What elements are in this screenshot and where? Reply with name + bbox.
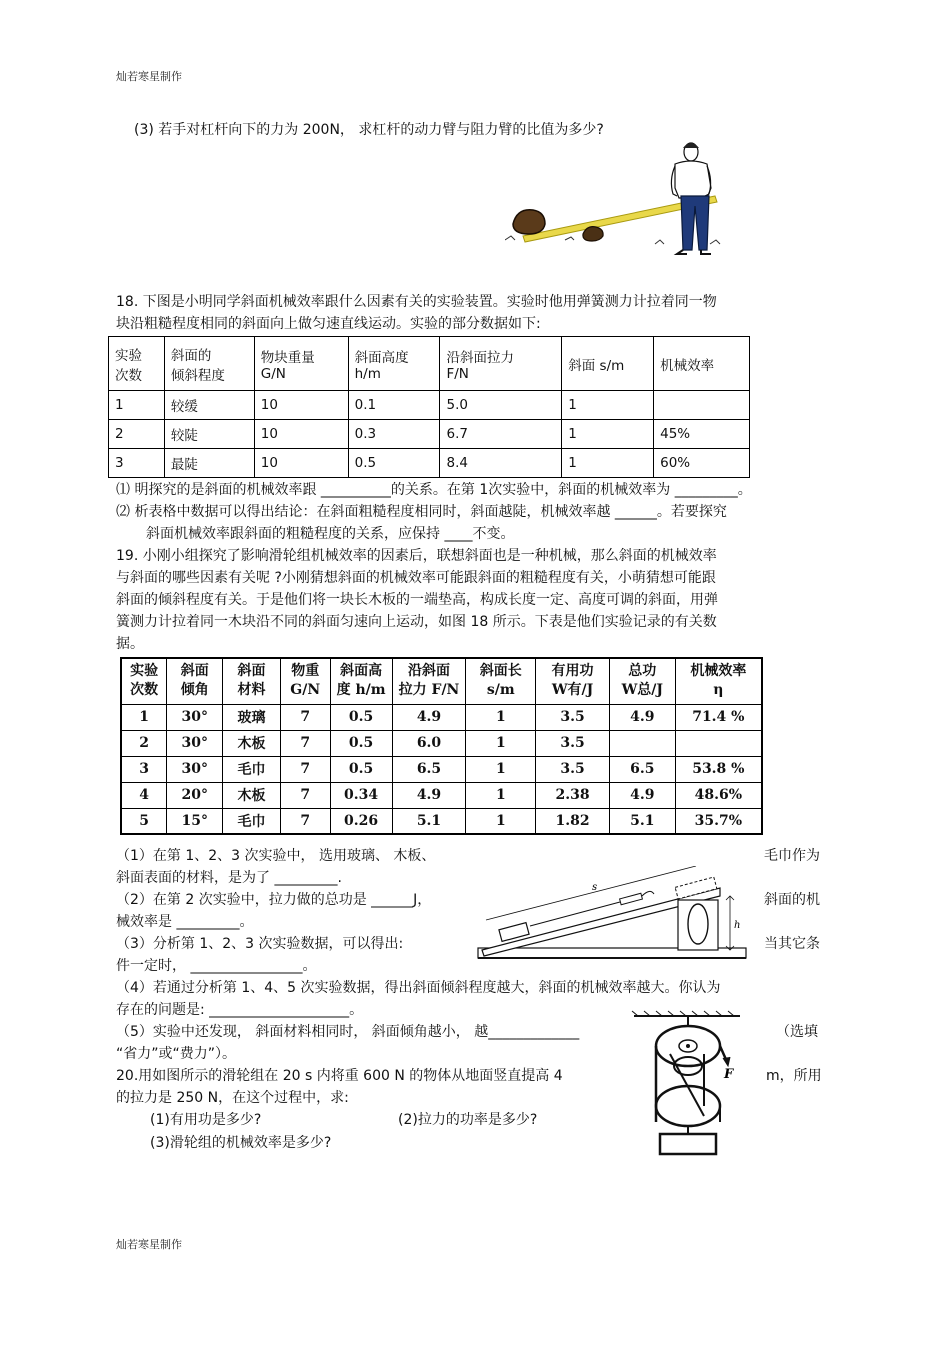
q19-line5: 据。: [116, 636, 144, 652]
lever-man-figure: [505, 140, 730, 260]
q19-line4: 簧测力计拉着同一木块沿不同的斜面匀速向上运动，如图 18 所示。下表是他们实验记录的有关数: [116, 614, 717, 630]
q19-s5a: （5）实验中还发现， 斜面材料相同时， 斜面倾角越小， 越_____________: [116, 1024, 580, 1040]
q20-line1a: 20.用如图所示的滑轮组在 20 s 内将重 600 N 的物体从地面竖直提高 4: [116, 1068, 563, 1084]
man-figure: [671, 143, 711, 254]
header-cell: 物块重量 G/N: [254, 337, 348, 391]
table-cell: 30°: [167, 704, 223, 730]
q19-s2a: （2）在第 2 次实验中，拉力做的总功是 ______J，: [116, 892, 432, 908]
table-cell: 1: [121, 704, 167, 730]
table-cell: 10: [254, 391, 348, 420]
page-footer: 灿若寒星制作: [116, 1238, 182, 1251]
table-cell: 5.0: [440, 391, 562, 420]
table-cell: 0.26: [330, 808, 392, 834]
table-cell: 2.38: [536, 782, 610, 808]
table-row: [121, 704, 762, 730]
table-row: [121, 782, 762, 808]
header-cell: 斜面高 度 h/m: [330, 658, 392, 704]
q20-p3: (3)滑轮组的机械效率是多少?: [150, 1135, 332, 1151]
table-cell: 10: [254, 449, 348, 478]
table-cell: 15°: [167, 808, 223, 834]
q18-line2: 块沿粗糙程度相同的斜面向上做匀速直线运动。实验的部分数据如下:: [116, 316, 541, 332]
label-s: s: [592, 882, 598, 893]
q18-table: [108, 336, 750, 478]
table-cell: 0.5: [348, 449, 440, 478]
q19-s1b: 毛巾作为: [764, 848, 820, 864]
table-cell: 6.7: [440, 420, 562, 449]
table-cell: 0.5: [330, 756, 392, 782]
q18-sub2b: 斜面机械效率跟斜面的粗糙程度的关系，应保持 ____不变。: [146, 526, 515, 542]
header-cell: 斜面 s/m: [562, 337, 654, 391]
table-row: [121, 730, 762, 756]
table-cell: 30°: [167, 730, 223, 756]
q19-s5c: “省力”或“费力”）。: [116, 1046, 237, 1062]
table-header-row: [121, 658, 762, 704]
q19-s5b: （选填: [776, 1024, 818, 1040]
label-h: h: [734, 920, 741, 931]
header-cell: 沿斜面 拉力 F/N: [392, 658, 466, 704]
q20-line2: 的拉力是 250 N，在这个过程中，求:: [116, 1090, 349, 1106]
table-cell: 0.5: [330, 730, 392, 756]
table-cell: [609, 730, 675, 756]
table-row: [121, 756, 762, 782]
table-row: [121, 808, 762, 834]
table-cell: 6.5: [392, 756, 466, 782]
table-cell: 71.4 %: [675, 704, 762, 730]
table-cell: 7: [280, 782, 330, 808]
header-cell: 斜面的 倾斜程度: [164, 337, 254, 391]
table-cell: 1.82: [536, 808, 610, 834]
q18-sub1: ⑴ 明探究的是斜面的机械效率跟 __________的关系。在第 1次实验中，斜面的机械效率为 _________。: [116, 482, 752, 498]
header-cell: 斜面高度 h/m: [348, 337, 440, 391]
table-cell: 7: [280, 756, 330, 782]
table-cell: 1: [466, 730, 536, 756]
q19-s3b: 当其它条: [764, 936, 820, 952]
q19-s2c: 械效率是 _________。: [116, 914, 254, 930]
q20-line1b: m，所用: [766, 1068, 822, 1084]
q19-s4b: 存在的问题是: ____________________。: [116, 1002, 364, 1018]
table-cell: 7: [280, 730, 330, 756]
table-cell: 6.0: [392, 730, 466, 756]
q20-p2: (2)拉力的功率是多少?: [398, 1112, 538, 1128]
label-F: F: [724, 1067, 734, 1082]
table-row: [109, 391, 750, 420]
header-cell: 斜面 倾角: [167, 658, 223, 704]
table-cell: 0.34: [330, 782, 392, 808]
table-cell: 最陡: [164, 449, 254, 478]
header-cell: 斜面 材料: [223, 658, 281, 704]
table-cell: 1: [562, 420, 654, 449]
table-cell: 2: [121, 730, 167, 756]
q18-sub2a: ⑵ 析表格中数据可以得出结论：在斜面粗糙程度相同时，斜面越陡，机械效率越 ______。若要探究: [116, 504, 727, 520]
table-cell: 1: [466, 756, 536, 782]
table-cell: 30°: [167, 756, 223, 782]
header-cell: 机械效率 η: [675, 658, 762, 704]
q19-s3c: 件一定时， ________________。: [116, 958, 317, 974]
page-header: 灿若寒星制作: [116, 70, 182, 83]
table-cell: 5: [121, 808, 167, 834]
table-cell: 1: [466, 808, 536, 834]
table-row: [109, 449, 750, 478]
table-cell: 较陡: [164, 420, 254, 449]
table-cell: 20°: [167, 782, 223, 808]
table-cell: 1: [466, 782, 536, 808]
table-cell: 1: [562, 449, 654, 478]
table-header-row: [109, 337, 750, 391]
inclined-plane-figure: [470, 866, 750, 962]
table-cell: 0.3: [348, 420, 440, 449]
table-cell: 1: [466, 704, 536, 730]
table-cell: 5.1: [609, 808, 675, 834]
q19-s2b: 斜面的机: [764, 892, 820, 908]
table-cell: 1: [109, 391, 165, 420]
q19-s4a: （4）若通过分析第 1、4、5 次实验数据，得出斜面倾斜程度越大，斜面的机械效率越大。你认为: [116, 980, 721, 996]
table-cell: 木板: [223, 782, 281, 808]
table-cell: 10: [254, 420, 348, 449]
table-cell: 8.4: [440, 449, 562, 478]
table-cell: 7: [280, 808, 330, 834]
table-cell: 60%: [654, 449, 750, 478]
table-cell: 4.9: [392, 704, 466, 730]
table-cell: 2: [109, 420, 165, 449]
table-cell: 3.5: [536, 704, 610, 730]
table-cell: 53.8 %: [675, 756, 762, 782]
q19-s1a: （1）在第 1、2、3 次实验中， 选用玻璃、 木板、: [116, 848, 436, 864]
table-cell: [675, 730, 762, 756]
table-cell: 5.1: [392, 808, 466, 834]
table-cell: 4.9: [609, 782, 675, 808]
table-cell: 7: [280, 704, 330, 730]
q19-s3a: （3）分析第 1、2、3 次实验数据，可以得出:: [116, 936, 404, 952]
header-cell: 物重 G/N: [280, 658, 330, 704]
table-cell: 6.5: [609, 756, 675, 782]
q19-s1c: 斜面表面的材料，是为了 _________.: [116, 870, 342, 886]
q19-line2: 与斜面的哪些因素有关呢 ?小刚猜想斜面的机械效率可能跟斜面的粗糙程度有关，小萌猜想可能跟: [116, 570, 716, 586]
header-cell: 总功 W总/J: [609, 658, 675, 704]
table-cell: 0.5: [330, 704, 392, 730]
table-cell: 毛巾: [223, 756, 281, 782]
table-cell: 3: [109, 449, 165, 478]
table-cell: 玻璃: [223, 704, 281, 730]
table-cell: 较缓: [164, 391, 254, 420]
table-cell: 3.5: [536, 730, 610, 756]
table-row: [109, 420, 750, 449]
table-cell: 35.7%: [675, 808, 762, 834]
table-cell: 48.6%: [675, 782, 762, 808]
header-cell: 有用功 W有/J: [536, 658, 610, 704]
table-cell: 45%: [654, 420, 750, 449]
table-cell: 3.5: [536, 756, 610, 782]
table-cell: 4.9: [609, 704, 675, 730]
table-cell: 3: [121, 756, 167, 782]
q18-line1: 18. 下图是小明同学斜面机械效率跟什么因素有关的实验装置。实验时他用弹簧测力计拉着同一物: [116, 294, 717, 310]
table-cell: 木板: [223, 730, 281, 756]
table-cell: 1: [562, 391, 654, 420]
header-cell: 实验 次数: [121, 658, 167, 704]
q19-line3: 斜面的倾斜程度有关。于是他们将一块长木板的一端垫高，构成长度一定、高度可调的斜面，用弹: [116, 592, 718, 608]
table-cell: [654, 391, 750, 420]
header-cell: 斜面长 s/m: [466, 658, 536, 704]
pulley-figure: [630, 1010, 750, 1158]
table-cell: 4.9: [392, 782, 466, 808]
q17-part3: (3) 若手对杠杆向下的力为 200N， 求杠杆的动力臂与阻力臂的比值为多少?: [134, 122, 604, 138]
q19-table: [120, 657, 763, 835]
q20-p1: (1)有用功是多少?: [150, 1112, 262, 1128]
header-cell: 机械效率: [654, 337, 750, 391]
q19-line1: 19. 小刚小组探究了影响滑轮组机械效率的因素后，联想斜面也是一种机械，那么斜面的机械效率: [116, 548, 717, 564]
table-cell: 4: [121, 782, 167, 808]
header-cell: 实验 次数: [109, 337, 165, 391]
header-cell: 沿斜面拉力 F/N: [440, 337, 562, 391]
table-cell: 毛巾: [223, 808, 281, 834]
table-cell: 0.1: [348, 391, 440, 420]
